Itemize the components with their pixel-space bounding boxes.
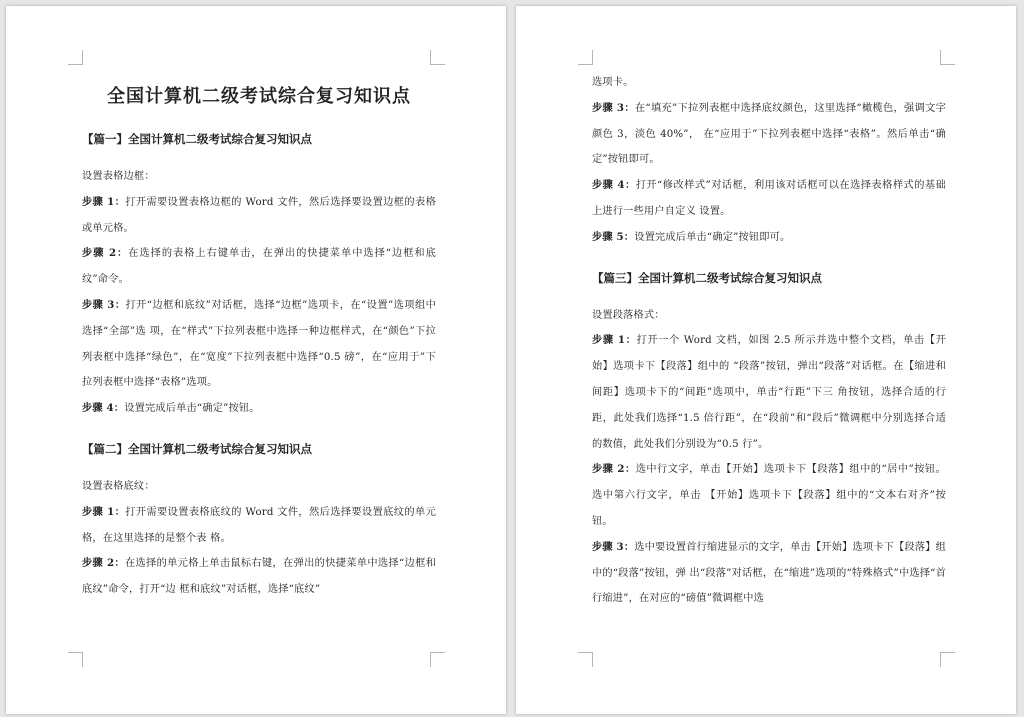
step-label: 步骤 2： — [592, 463, 636, 476]
section-3-intro: 设置段落格式： — [592, 309, 665, 321]
corner-mark-bottom-right — [430, 652, 445, 667]
page-1-content — [82, 84, 436, 603]
document-page-1 — [6, 6, 506, 714]
section-heading-3: 【篇三】全国计算机二级考试综合复习知识点 — [592, 270, 822, 285]
paragraph-step — [592, 535, 946, 612]
step-label: 步骤 1： — [82, 195, 126, 208]
step-text: 设置完成后单击“确定”按钮即可。 — [634, 231, 791, 243]
step-text: 打开需要设置表格底纹的 Word 文件，然后选择要设置底纹的单元格，在这里选择的是整个表 格。 — [82, 506, 436, 544]
step-label: 步骤 3： — [592, 101, 635, 114]
step-label: 步骤 1： — [592, 334, 637, 347]
section-heading-2: 【篇二】全国计算机二级考试综合复习知识点 — [82, 441, 312, 456]
document-title: 全国计算机二级考试综合复习知识点 — [107, 86, 411, 107]
section-heading-1: 【篇一】全国计算机二级考试综合复习知识点 — [82, 132, 312, 146]
step-text: 打开“边框和底纹”对话框，选择“边框”选项卡，在“设置”选项组中选择“全部”选 项，在“样式”下拉列表框中选择一种边框样式，在“颜色”下拉列表框中选择“绿色”，在“宽度”下拉列表框中选择“0.5 磅”，在“应用于”下拉列表框中选择“表格”选项。 — [82, 299, 436, 389]
step-text: 设置完成后单击“确定”按钮。 — [124, 403, 260, 415]
step-text: 选中要设置首行缩进显示的文字，单击【开始】选项卡下【段落】组中的“段落”按钮，弹 出“段落”对话框，在“缩进”选项的“特殊格式”中选择“首行缩进”，在对应的“磅值”微调框中选 — [592, 541, 947, 605]
continued-text: 选项卡。 — [592, 77, 634, 88]
corner-mark-top-right — [430, 50, 445, 65]
step-text: 在选择的表格上右键单击，在弹出的快捷菜单中选择“边框和底纹”命令。 — [82, 248, 436, 286]
corner-mark-bottom-left — [578, 652, 593, 667]
step-text: 打开一个 Word 文档，如图 2.5 所示并选中整个文档，单击【开始】选项卡下【段落】组中的 “段落”按钮，弹出“段落”对话框。在【缩进和间距】选项卡下的“间距”选项中，单击“行距”下三 角按钮，选择合适的行距，此处我们选择“1.5 倍行距”，在“段前”和“段后”微调框中分别选择合适 的数值，此处我们分别设为“0.5 行”。 — [592, 335, 946, 450]
paragraph-step — [82, 293, 436, 396]
step-label: 步骤 1： — [82, 505, 126, 518]
paragraph-step — [592, 225, 946, 251]
paragraph-step — [82, 190, 436, 242]
corner-mark-bottom-left — [68, 652, 83, 667]
page-2-content — [592, 70, 946, 612]
corner-mark-top-left — [68, 50, 83, 65]
section-2-intro: 设置表格底纹： — [82, 480, 155, 492]
paragraph-step — [592, 328, 946, 457]
paragraph-step — [82, 500, 436, 552]
paragraph-step — [82, 396, 436, 422]
section-1-intro: 设置表格边框： — [82, 171, 155, 182]
step-text: 打开需要设置表格边框的 Word 文件，然后选择要设置边框的表格或单元格。 — [82, 196, 436, 234]
step-label: 步骤 2： — [82, 247, 129, 260]
step-label: 步骤 4： — [592, 179, 636, 192]
step-label: 步骤 3： — [82, 298, 126, 311]
paragraph-step — [592, 173, 946, 225]
step-text: 打开“修改样式”对话框，利用该对话框可以在选择表格样式的基础上进行一些用户自定义 设置。 — [592, 180, 946, 217]
step-text: 在选择的单元格上单击鼠标右键，在弹出的快捷菜单中选择“边框和底纹”命令，打开“边 框和底纹”对话框，选择“底纹” — [82, 558, 436, 596]
step-label: 步骤 4： — [82, 402, 125, 415]
paragraph-step — [82, 241, 436, 293]
corner-mark-top-left — [578, 50, 593, 65]
step-text: 在“填充”下拉列表框中选择底纹颜色，这里选择“橄榄色，强调文字颜色 3，淡色 40%”， 在“应用于”下拉列表框中选择“表格”。然后单击“确定”按钮即可。 — [592, 102, 946, 166]
paragraph-step — [82, 551, 436, 603]
paragraph-step — [592, 96, 946, 173]
corner-mark-top-right — [940, 50, 955, 65]
step-label: 步骤 3： — [592, 540, 635, 553]
document-page-2 — [516, 6, 1016, 714]
paragraph-step — [592, 457, 946, 534]
step-label: 步骤 5： — [592, 230, 635, 243]
step-text: 选中行文字，单击【开始】选项卡下【段落】组中的“居中”按钮。选中第六行文字，单击 【开始】选项卡下【段落】组中的“文本右对齐”按钮。 — [592, 464, 946, 527]
step-label: 步骤 2： — [82, 557, 125, 570]
corner-mark-bottom-right — [940, 652, 955, 667]
